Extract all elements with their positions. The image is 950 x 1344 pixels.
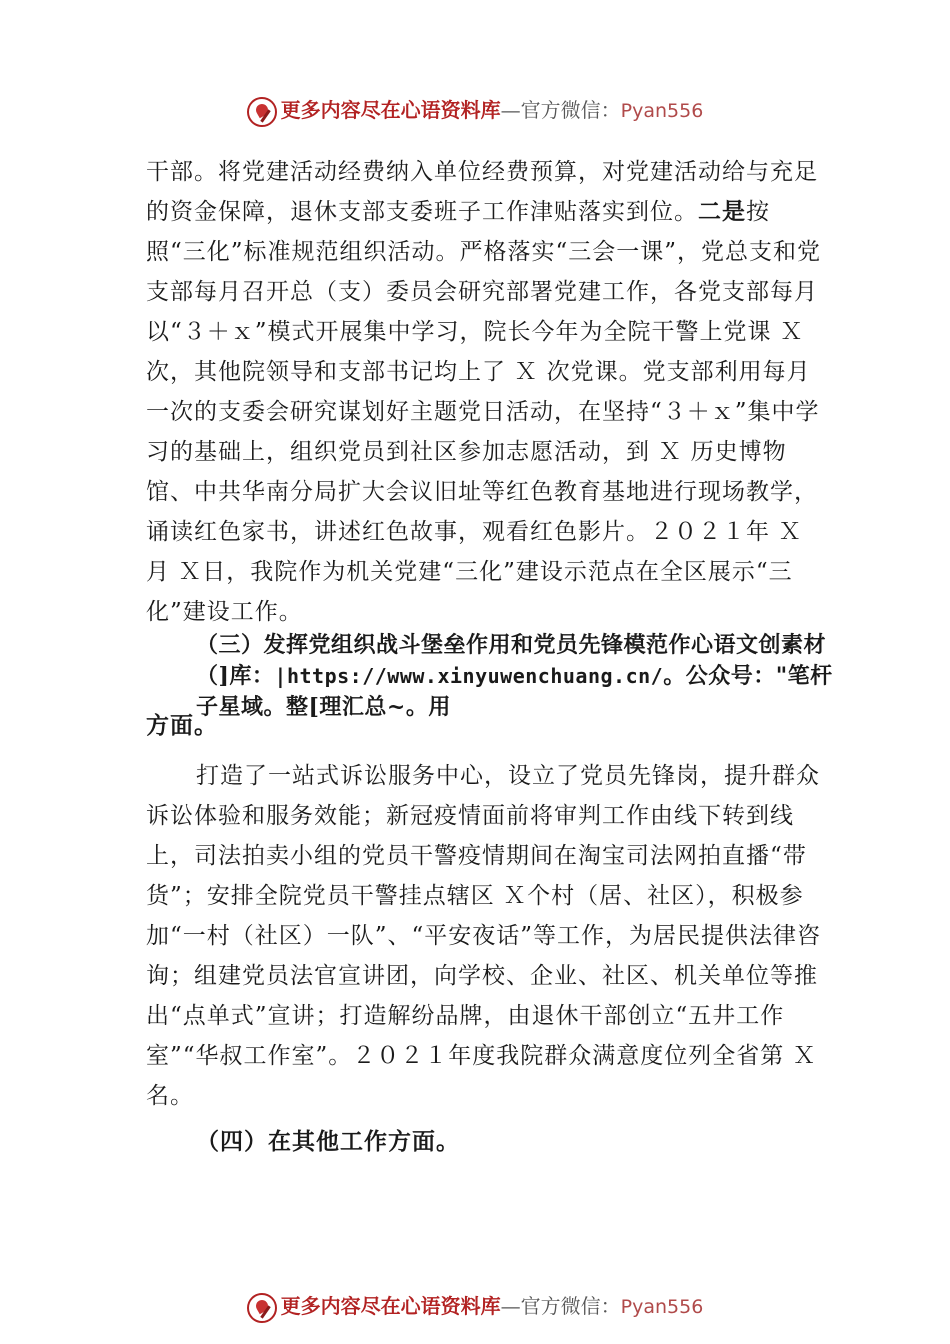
heading3-continuation: 方面。: [146, 712, 218, 739]
para1-rest: 按照“三化”标准规范组织活动。严格落实“三会一课”，党总支和党支部每月召开总（支）委员会研究部署党建工作，各党支部每月以“３＋ｘ”模式开展集中学习，院长今年为全院干警上党课 Ｘ 次，其他院领导和支部书记均上了 Ｘ 次党课。党支部利用每月一次的支委会研究谋划好主题党日活动，在坚持“３＋ｘ”集中学习的基础上，组织党员到社区参加志愿活动，到 Ｘ 历史博物馆、中共华南分局扩大会议旧址等红色教育基地进行现场教学，诵读红色家书，讲述红色故事，观看红色影片。２０２１年 Ｘ月 Ｘ日，我院作为机关党建“三化”建设示范点在全区展示“三化”建设工作。: [146, 199, 822, 625]
para1-bold-marker: 二是: [698, 198, 746, 225]
section-heading-4: （四）在其他工作方面。: [196, 1128, 460, 1155]
para1-start: 干部。将党建活动经费纳入单位经费预算，对党建活动给与充足的资金保障，退休支部支委班子工作津贴落实到位。: [146, 159, 818, 225]
section-3-body: [146, 706, 826, 1162]
banner-wechat-label: —官方微信：: [500, 98, 621, 122]
banner-library-text: 更多内容尽在心语资料库: [280, 98, 501, 122]
paragraph-2: 打造了一站式诉讼服务中心，设立了党员先锋岗，提升群众诉讼体验和服务效能；新冠疫情面前将审判工作由线下转到线上，司法拍卖小组的党员干警疫情期间在淘宝司法网拍直播“带货”；安排全院党员干警挂点辖区 Ｘ个村（居、社区），积极参加“一村（社区）一队”、“平安夜话”等工作，为居民提供法律咨询；组建党员法官宣讲团，向学校、企业、社区、机关单位等推出“点单式”宣讲；打造解纷品牌，由退休干部创立“五井工作室”“华叔工作室”。２０２１年度我院群众满意度位列全省第 Ｘ 名。: [146, 763, 822, 1109]
footer-watermark-banner: [0, 1292, 950, 1323]
header-watermark-banner: [0, 96, 950, 127]
heading3-text-a: （三）发挥党组织战斗堡垒作用和党员先锋模范作心语文创素材（]库：: [196, 632, 827, 689]
footer-wechat-label: —官方微信：: [500, 1294, 621, 1318]
heading3-text-b: 。公众号："笔杆子星域。整[理汇总~。用: [196, 663, 833, 720]
footer-wechat-id: Pyan556: [620, 1296, 704, 1318]
heading3-url: |https://www.xinyuwenchuang.cn/: [274, 664, 664, 688]
pen-logo-icon-footer: [247, 1293, 277, 1323]
pen-logo-icon: [247, 97, 277, 127]
footer-library-text: 更多内容尽在心语资料库: [280, 1294, 501, 1318]
banner-wechat-id: Pyan556: [620, 100, 704, 122]
paragraph-1: [146, 152, 826, 632]
